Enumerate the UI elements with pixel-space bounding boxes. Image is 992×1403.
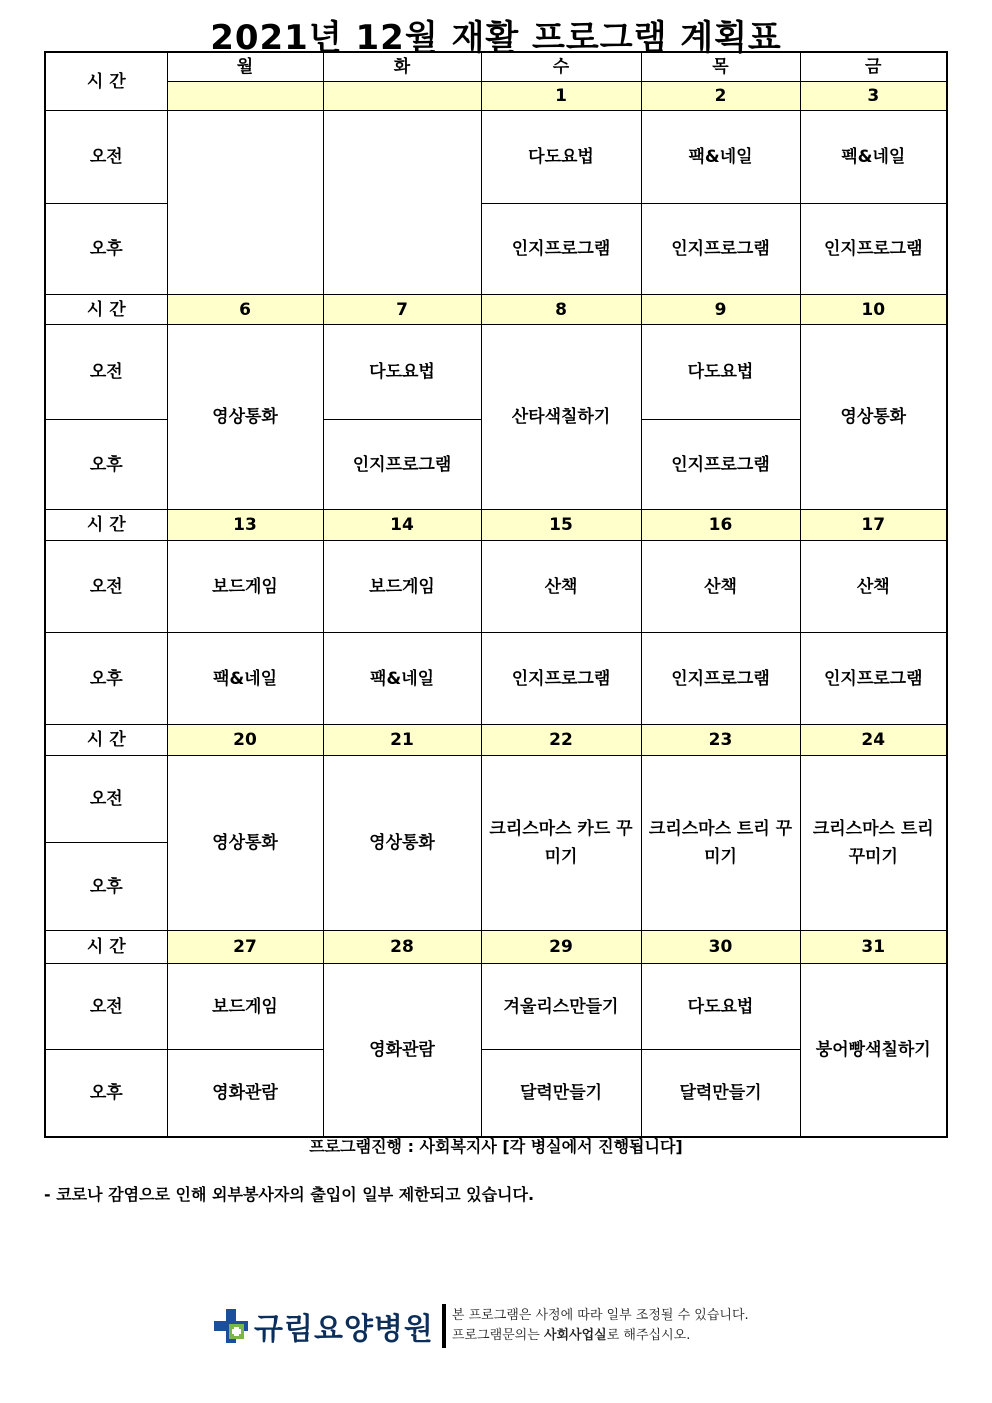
program-cell: 영화관람 [323,964,481,1137]
footer-line-2-pre: 프로그램문의는 [451,1328,544,1343]
date-cell [323,82,481,111]
program-cell: 크리스마스 트리 꾸미기 [800,756,947,931]
program-cell: 붕어빵색칠하기 [800,964,947,1137]
program-cell: 보드게임 [167,964,323,1050]
program-cell: 다도요법 [641,964,800,1050]
date-cell: 17 [800,510,947,541]
covid-note: - 코로나 감염으로 인해 외부봉사자의 출입이 일부 제한되고 있습니다. [44,1185,535,1204]
program-cell: 다도요법 [323,325,481,420]
date-cell: 8 [481,295,641,325]
date-cell: 30 [641,931,800,964]
date-cell: 7 [323,295,481,325]
pm-label: 오후 [45,633,167,725]
date-cell: 10 [800,295,947,325]
program-cell: 인지프로그램 [323,420,481,510]
day-header-wed: 수 [481,52,641,82]
footer-line-1: 본 프로그램은 사정에 따라 일부 조정될 수 있습니다. [451,1308,749,1323]
program-cell: 산타색칠하기 [481,325,641,510]
pm-label: 오후 [45,420,167,510]
program-cell [167,111,323,295]
date-cell: 22 [481,725,641,756]
date-cell: 24 [800,725,947,756]
am-label: 오전 [45,111,167,204]
program-cell: 인지프로그램 [641,633,800,725]
program-cell: 달력만들기 [481,1050,641,1137]
day-header-mon: 월 [167,52,323,82]
footer-line-2 [452,1326,749,1346]
program-cell: 인지프로그램 [481,633,641,725]
date-cell: 20 [167,725,323,756]
schedule-table [44,51,948,1138]
date-cell: 16 [641,510,800,541]
am-label: 오전 [45,325,167,420]
footer-line-2-post: 로 해주십시오. [606,1328,691,1343]
day-header-tue: 화 [323,52,481,82]
program-cell: 인지프로그램 [641,420,800,510]
program-cell: 영상통화 [323,756,481,931]
program-cell: 산책 [641,541,800,633]
program-cell: 겨울리스만들기 [481,964,641,1050]
time-header: 시 간 [45,295,167,325]
program-cell: 크리스마스 카드 꾸미기 [481,756,641,931]
footer-divider [442,1304,446,1348]
program-cell: 인지프로그램 [800,633,947,725]
program-cell: 인지프로그램 [800,204,947,295]
program-cell: 보드게임 [167,541,323,633]
date-cell [167,82,323,111]
time-header: 시 간 [45,510,167,541]
day-header-thu: 목 [641,52,800,82]
am-label: 오전 [45,756,167,843]
date-cell: 2 [641,82,800,111]
day-header-fri: 금 [800,52,947,82]
program-cell: 영상통화 [167,756,323,931]
footer [214,1302,749,1350]
time-header: 시 간 [45,931,167,964]
program-cell: 인지프로그램 [481,204,641,295]
program-cell: 인지프로그램 [641,204,800,295]
date-cell: 21 [323,725,481,756]
program-cell: 팩&네일 [641,111,800,204]
program-cell: 보드게임 [323,541,481,633]
time-header: 시 간 [45,52,167,111]
program-cell: 크리스마스 트리 꾸미기 [641,756,800,931]
footer-notes [452,1306,749,1346]
hospital-name: 규림요양병원 [254,1312,434,1347]
program-cell: 다도요법 [641,325,800,420]
date-cell: 28 [323,931,481,964]
date-cell: 29 [481,931,641,964]
date-cell: 23 [641,725,800,756]
program-cell: 영상통화 [167,325,323,510]
program-cell: 영상통화 [800,325,947,510]
date-cell: 15 [481,510,641,541]
time-header: 시 간 [45,725,167,756]
program-cell: 영화관람 [167,1050,323,1137]
date-cell: 27 [167,931,323,964]
am-label: 오전 [45,964,167,1050]
program-cell: 산책 [481,541,641,633]
date-cell: 14 [323,510,481,541]
program-cell: 산책 [800,541,947,633]
date-cell: 6 [167,295,323,325]
date-cell: 9 [641,295,800,325]
am-label: 오전 [45,541,167,633]
program-cell: 달력만들기 [641,1050,800,1137]
pm-label: 오후 [45,204,167,295]
program-cell: 다도요법 [481,111,641,204]
date-cell: 31 [800,931,947,964]
program-cell: 팩&네일 [323,633,481,725]
pm-label: 오후 [45,843,167,931]
program-cell: 팩&네일 [167,633,323,725]
program-cell [323,111,481,295]
hospital-logo-icon [214,1309,248,1343]
footer-contact-dept: 사회사업실 [543,1328,607,1343]
page-title: 2021년 12월 재활 프로그램 계획표 [210,18,782,58]
program-cell: 펙&네일 [800,111,947,204]
date-cell: 3 [800,82,947,111]
date-cell: 13 [167,510,323,541]
pm-label: 오후 [45,1050,167,1137]
program-caption: 프로그램진행 : 사회복지사 [각 병실에서 진행됩니다] [309,1137,683,1156]
date-cell: 1 [481,82,641,111]
